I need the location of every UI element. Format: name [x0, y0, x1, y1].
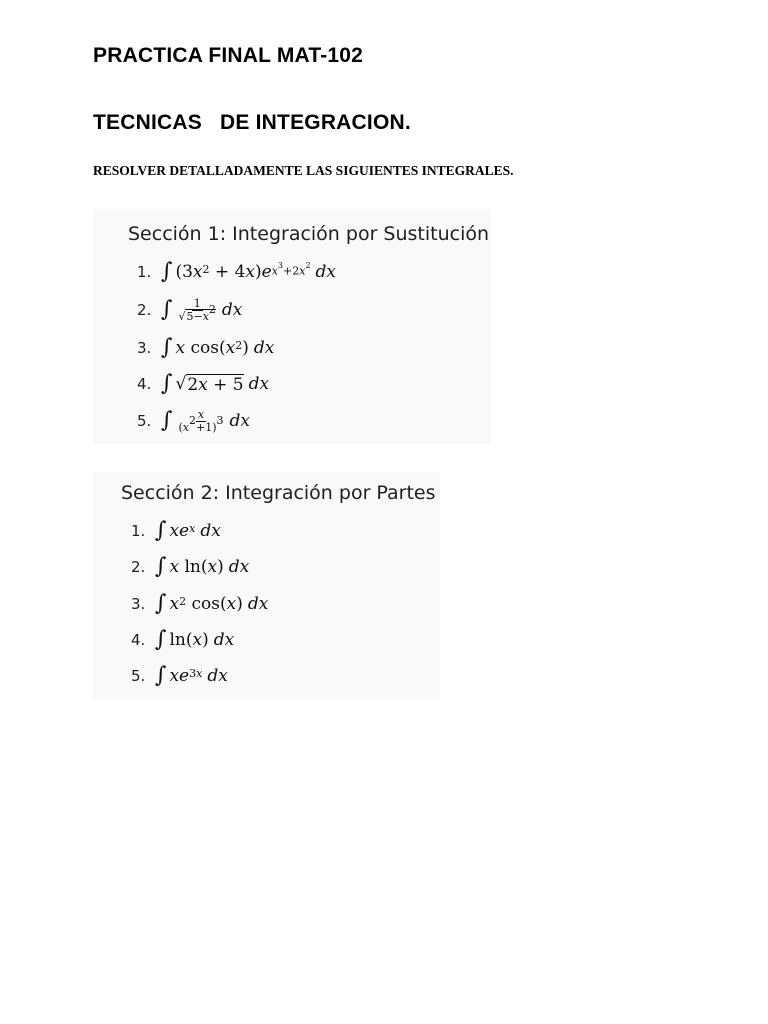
list-item	[137, 369, 269, 399]
integral-expression: ∫ √ 2x + 5 dx	[161, 370, 270, 396]
item-number: 5.	[131, 667, 146, 685]
item-number: 5.	[137, 412, 152, 430]
item-number: 1.	[137, 263, 152, 281]
integral-expression: ∫ ln( x ) dx	[155, 626, 235, 652]
integral-expression: ∫ x $^2$ cos( x ) dx	[155, 590, 269, 616]
document-title: PRACTICA FINAL MAT-102	[93, 44, 364, 67]
list-item	[131, 589, 268, 619]
item-number: 4.	[137, 375, 152, 393]
list-item	[137, 295, 242, 325]
item-number: 2.	[131, 558, 146, 576]
item-number: 1.	[131, 522, 146, 540]
integral-expression: ∫ $\frac{1}{√5-x^2}$ dx	[161, 296, 243, 323]
section-integration-by-parts	[93, 472, 440, 699]
integral-expression: ∫ x cos( x $^2$ ) dx	[161, 334, 275, 360]
section-heading: Sección 2: Integración por Partes	[121, 482, 436, 504]
list-item	[131, 552, 249, 582]
item-number: 4.	[131, 631, 146, 649]
list-item	[131, 516, 221, 546]
item-number: 3.	[137, 339, 152, 357]
section-substitution	[93, 209, 491, 444]
instructions-text: RESOLVER DETALLADAMENTE LAS SIGUIENTES INTEGRALES.	[93, 163, 514, 178]
integral-expression: ∫ (3 x $^2$ + 4 x ) e $^{x^3 +2x^2}$ dx	[161, 258, 337, 284]
item-number: 2.	[137, 301, 152, 319]
list-item	[137, 333, 274, 363]
list-item	[137, 257, 336, 287]
list-item	[131, 625, 234, 655]
list-item	[131, 661, 228, 691]
item-number: 3.	[131, 595, 146, 613]
integral-expression: ∫ x ln( x ) dx	[155, 553, 250, 579]
integral-expression: ∫ xe $^x$ dx	[155, 517, 221, 543]
document-subtitle: TECNICAS DE INTEGRACION.	[93, 111, 411, 134]
integral-expression: ∫ $\frac{x}{(x^2+1)^3}$ dx	[161, 407, 250, 434]
integral-expression: ∫ xe $^{3x}$ dx	[155, 662, 228, 688]
section-heading: Sección 1: Integración por Sustitución	[128, 223, 490, 245]
list-item	[137, 406, 250, 436]
